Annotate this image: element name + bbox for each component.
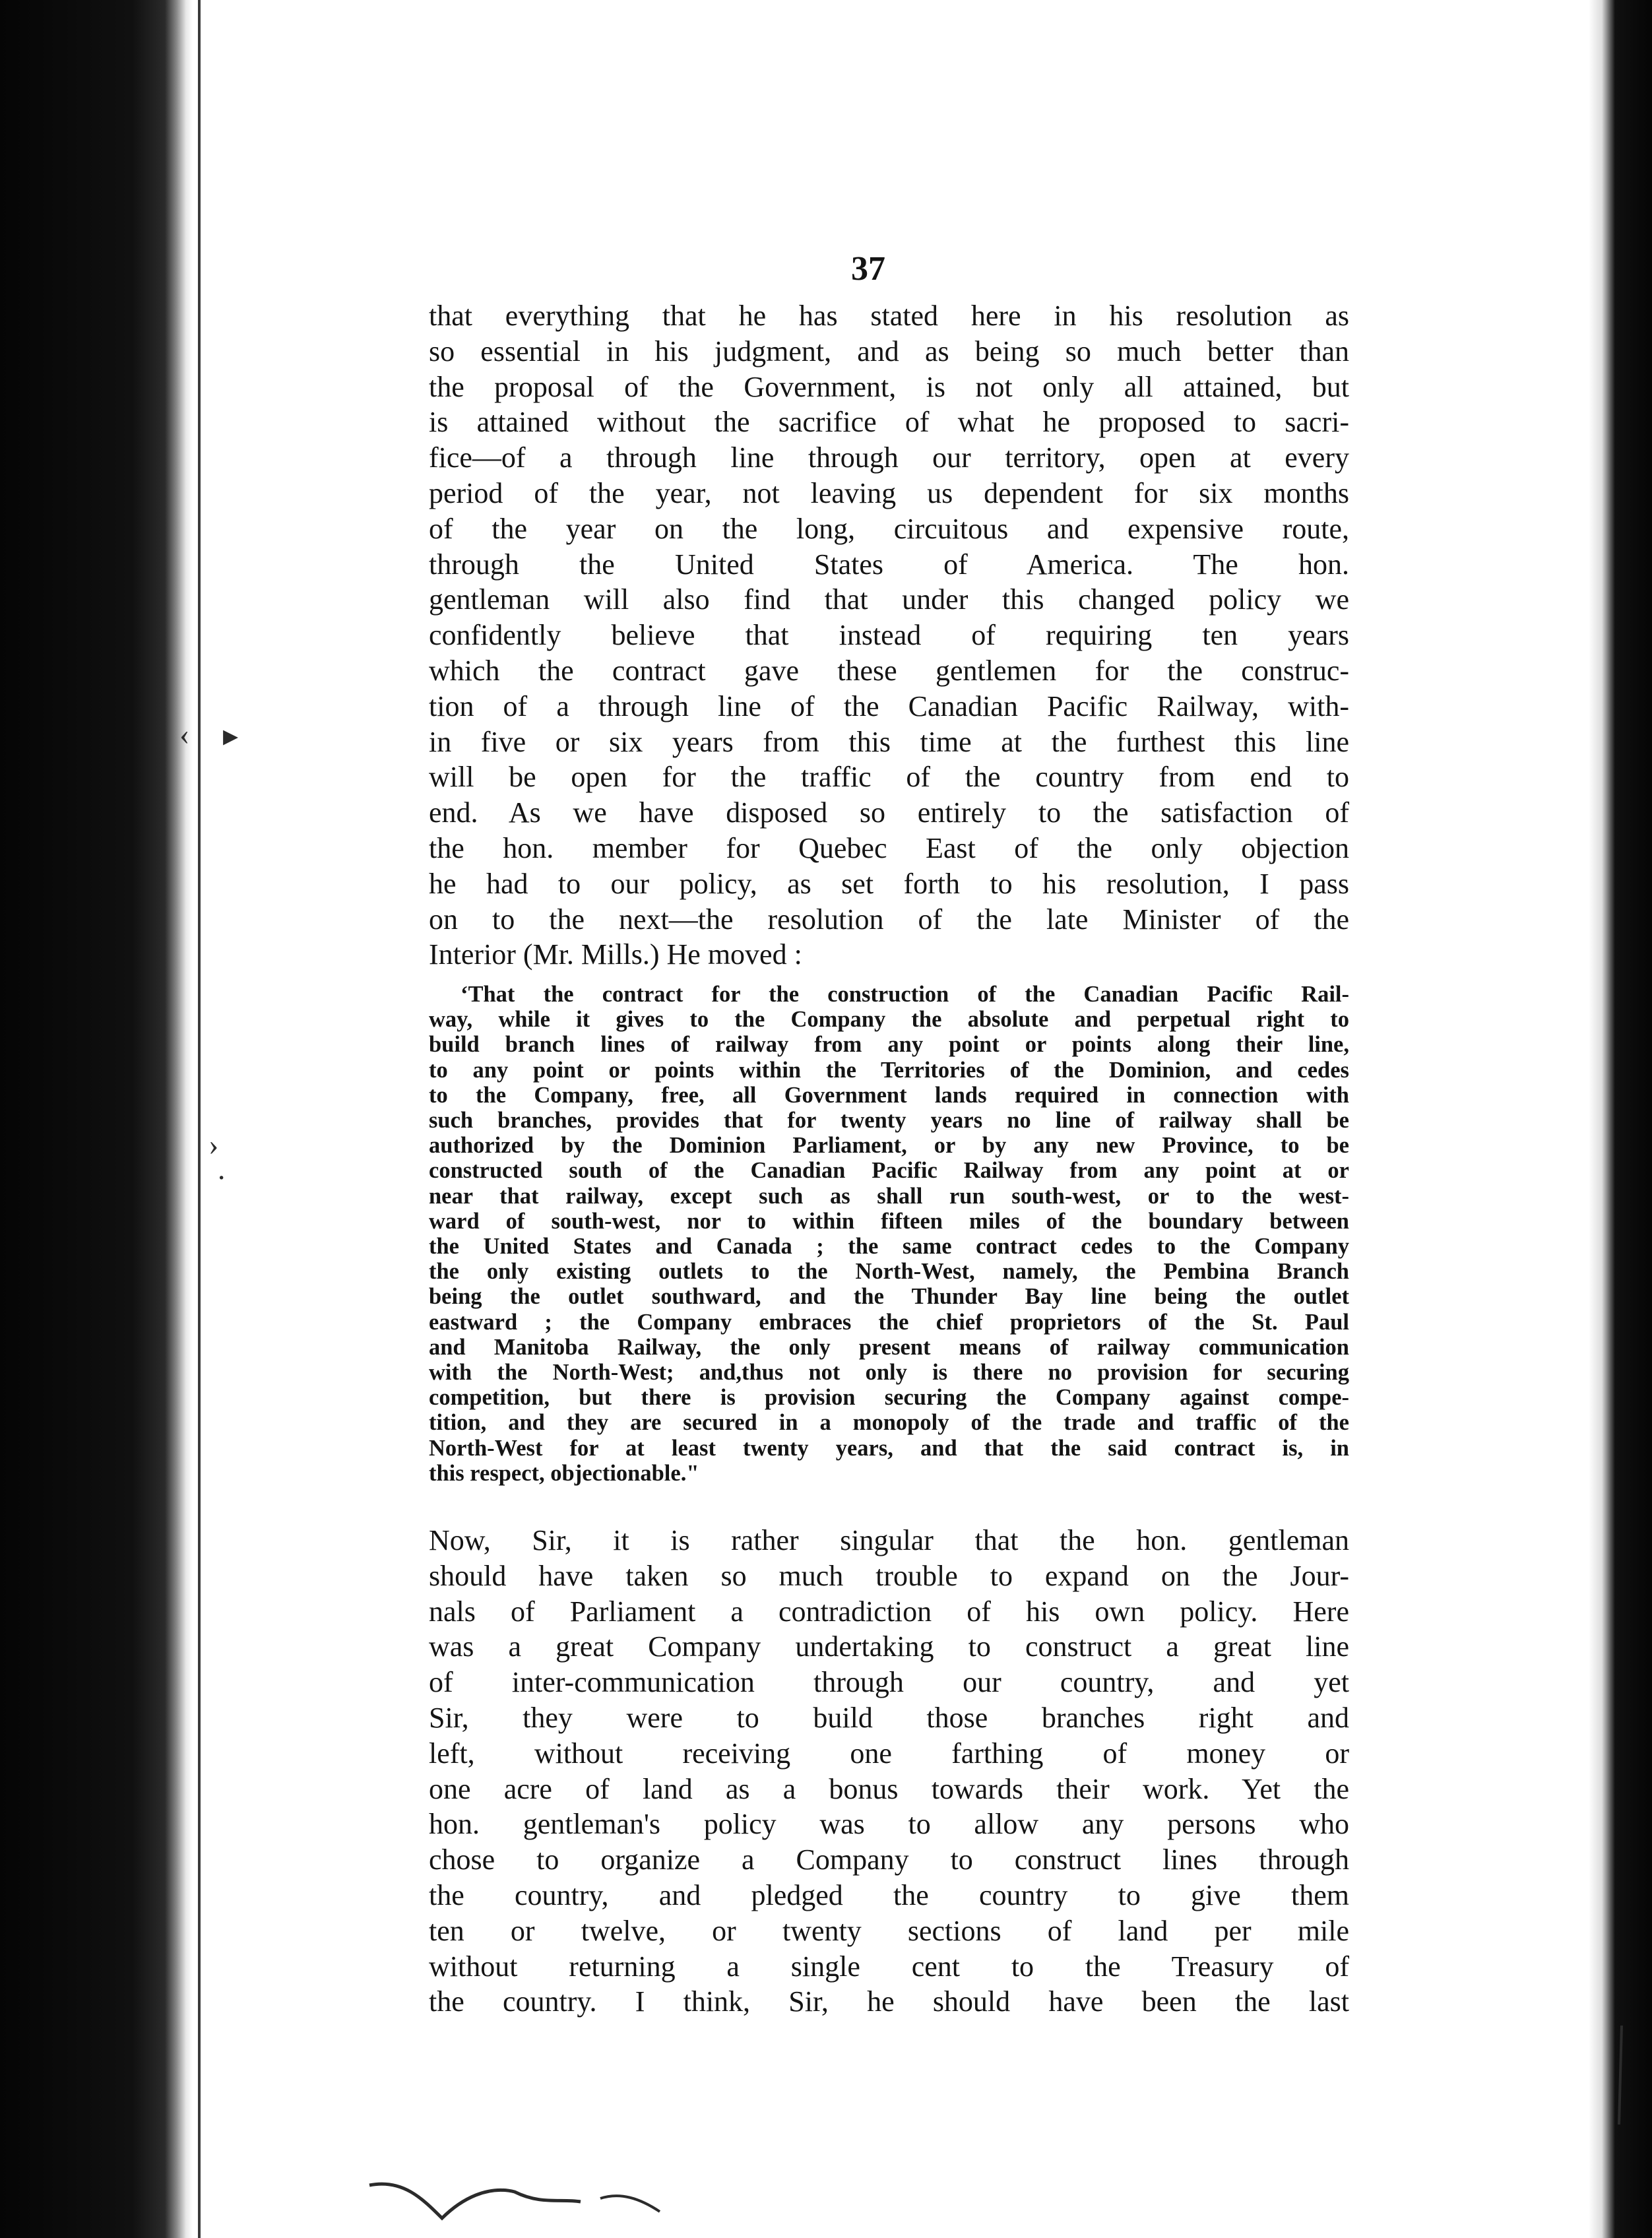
body-paragraph-1 (429, 298, 1349, 973)
text-line: was a great Company undertaking to construct a great line (429, 1630, 1349, 1663)
margin-mark: ‹ (179, 717, 190, 751)
text-line: will be open for the traffic of the country from end to (429, 761, 1349, 794)
text-line: through the United States of America. The hon. (429, 548, 1349, 581)
text-line: confidently believe that instead of requiring ten years (429, 619, 1349, 652)
text-line: of inter-communication through our country, and yet (429, 1666, 1349, 1699)
quote-line: way, while it gives to the Company the absolute and perpetual right to (429, 1007, 1349, 1033)
text-line: the country, and pledged the country to give them (429, 1878, 1349, 1911)
quote-line: tition, and they are secured in a monopoly of the trade and traffic of the (429, 1410, 1349, 1436)
text-line: nals of Parliament a contradiction of his own policy. Here (429, 1595, 1349, 1628)
quote-line: constructed south of the Canadian Pacific Railway from any point at or (429, 1158, 1349, 1184)
text-line: left, without receiving one farthing of money or (429, 1737, 1349, 1770)
text-line: the country. I think, Sir, he should have been the last (429, 1985, 1349, 2018)
text-line: Interior (Mr. Mills.) He moved : (429, 938, 802, 971)
quote-line: ward of south-west, nor to within fifteen miles of the boundary between (429, 1208, 1349, 1234)
quote-line: authorized by the Dominion Parliament, or by any new Province, to be (429, 1133, 1349, 1159)
margin-mark: › (208, 1128, 219, 1161)
text-line: Sir, they were to build those branches right and (429, 1701, 1349, 1734)
text-line: ten or twelve, or twenty sections of land per mile (429, 1914, 1349, 1947)
scan-handwritten-mark (363, 2172, 693, 2231)
quote-line: being the outlet southward, and the Thunder Bay line being the outlet (429, 1284, 1349, 1310)
text-line: end. As we have disposed so entirely to the satisfaction of (429, 796, 1349, 829)
text-line: the hon. member for Quebec East of the only objection (429, 831, 1349, 864)
text-line: Now, Sir, it is rather singular that the hon. gentleman (429, 1524, 1349, 1556)
text-line: fice—of a through line through our territory, open at every (429, 441, 1349, 474)
quote-line: with the North-West; and,thus not only is there no provision for securing (429, 1360, 1349, 1386)
margin-mark: · (216, 1161, 227, 1194)
scan-left-binding-shadow (0, 0, 193, 2238)
quote-line: North-West for at least twenty years, and that the said contract is, in (429, 1435, 1349, 1461)
quote-line: build branch lines of railway from any point or points along their line, (429, 1032, 1349, 1058)
text-line: the proposal of the Government, is not only all attained, but (429, 370, 1349, 403)
text-line: one acre of land as a bonus towards their work. Yet the (429, 1772, 1349, 1805)
scan-spine-line (198, 0, 201, 2238)
text-line: without returning a single cent to the Treasury of (429, 1950, 1349, 1983)
page-number: 37 (851, 250, 885, 288)
text-line: in five or six years from this time at the furthest this line (429, 725, 1349, 758)
text-line: is attained without the sacrifice of what he proposed to sacri- (429, 406, 1349, 439)
text-line: gentleman will also find that under this changed policy we (429, 583, 1349, 616)
text-line: so essential in his judgment, and as being so much better than (429, 335, 1349, 368)
quote-line: the only existing outlets to the North-West, namely, the Pembina Branch (429, 1259, 1349, 1285)
scan-margin-stroke (1618, 2026, 1624, 2125)
text-line: hon. gentleman's policy was to allow any persons who (429, 1808, 1349, 1841)
quote-line: near that railway, except such as shall run south-west, or to the west- (429, 1183, 1349, 1209)
quote-line: such branches, provides that for twenty years no line of railway shall be (429, 1108, 1349, 1134)
quote-line: eastward ; the Company embraces the chief proprietors of the St. Paul (429, 1309, 1349, 1335)
text-line: tion of a through line of the Canadian Pacific Railway, with- (429, 689, 1349, 722)
quote-line: and Manitoba Railway, the only present means of railway communication (429, 1334, 1349, 1360)
quoted-resolution (429, 982, 1349, 1486)
quote-line: to the Company, free, all Government lands required in connection with (429, 1082, 1349, 1108)
quote-line: this respect, objectionable." (429, 1460, 699, 1486)
body-paragraph-2 (429, 1523, 1349, 2020)
text-line: which the contract gave these gentlemen for the construc- (429, 654, 1349, 687)
quote-line: ‘That the contract for the construction of the Canadian Pacific Rail- (461, 982, 1349, 1007)
quote-line: to any point or points within the Territories of the Dominion, and cedes (429, 1057, 1349, 1083)
text-line: should have taken so much trouble to expand on the Jour- (429, 1559, 1349, 1592)
text-line: period of the year, not leaving us dependent for six months (429, 476, 1349, 509)
text-line: that everything that he has stated here in his resolution as (429, 300, 1349, 332)
text-line: chose to organize a Company to construct lines through (429, 1843, 1349, 1876)
text-line: on to the next—the resolution of the late Minister of the (429, 903, 1349, 936)
quote-line: competition, but there is provision securing the Company against compe- (429, 1385, 1349, 1411)
text-line: he had to our policy, as set forth to his resolution, I pass (429, 867, 1349, 900)
text-line: of the year on the long, circuitous and expensive route, (429, 512, 1349, 545)
quote-line: the United States and Canada ; the same contract cedes to the Company (429, 1234, 1349, 1260)
scan-right-edge-shadow (1589, 0, 1652, 2238)
margin-mark: ▸ (223, 719, 239, 752)
